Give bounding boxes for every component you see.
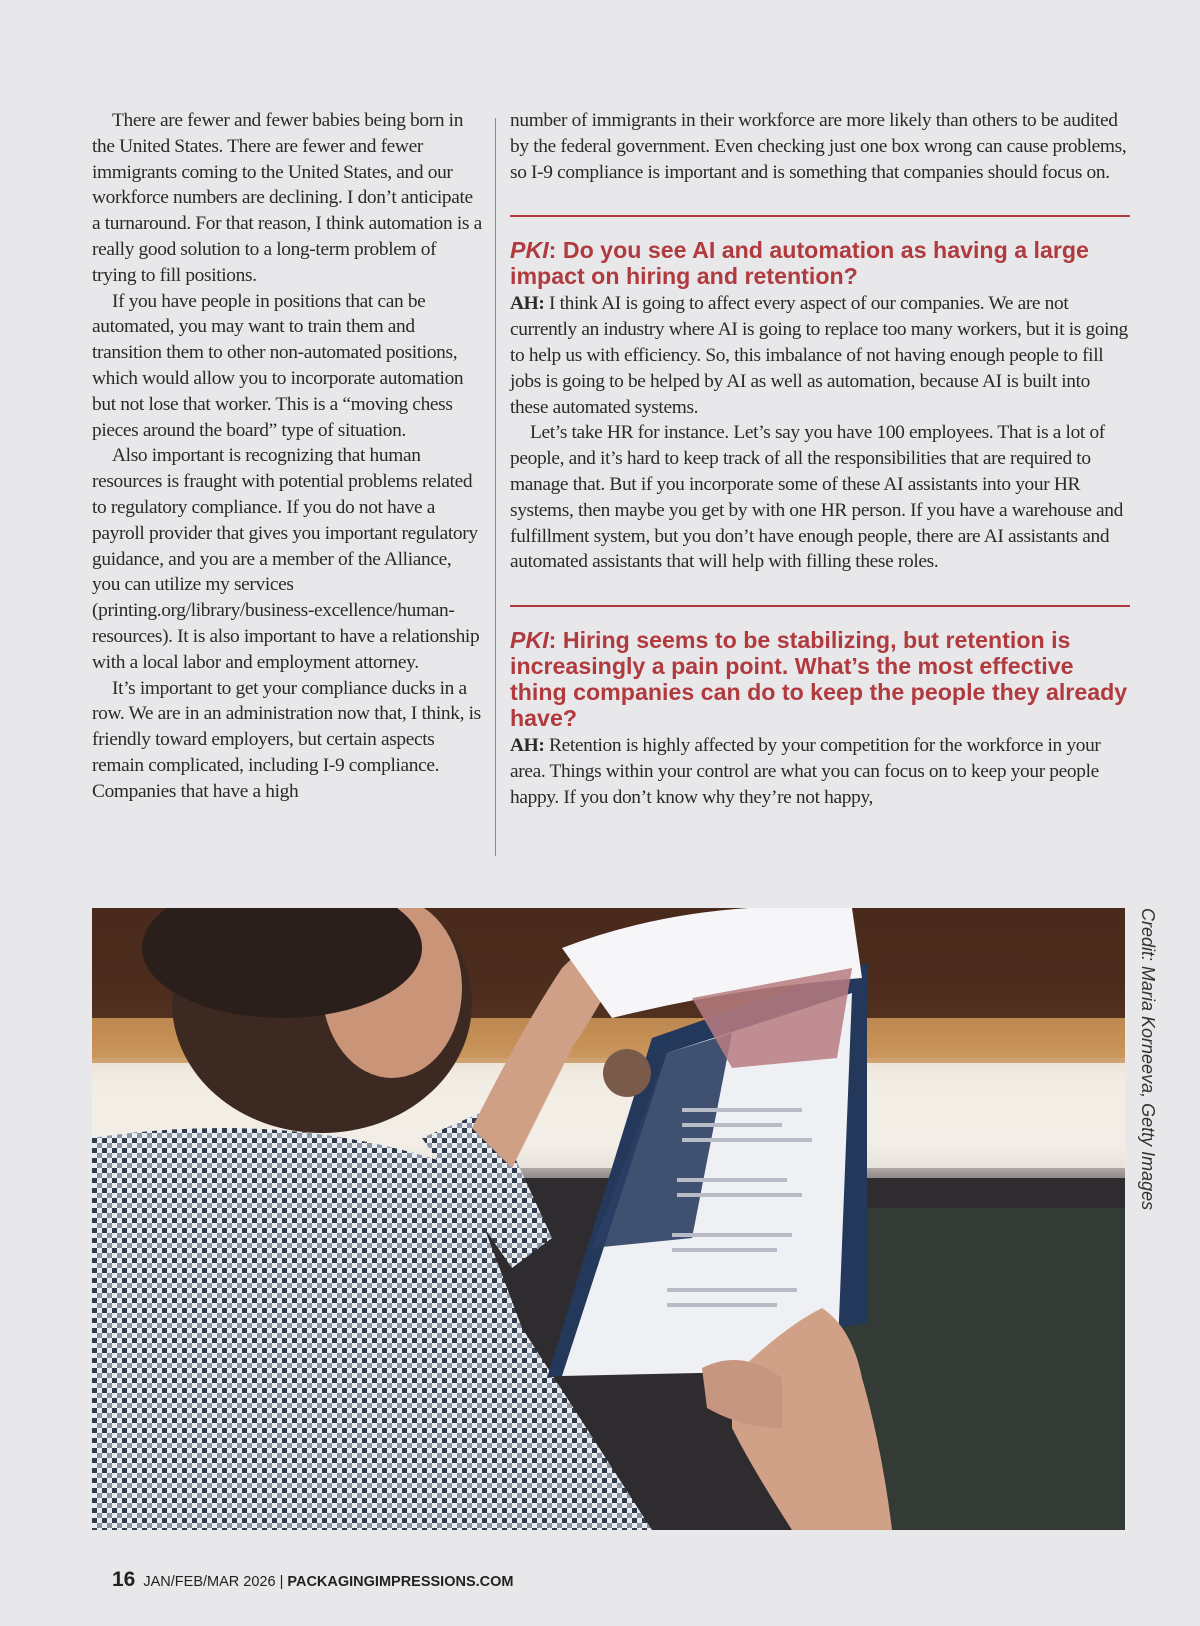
answer-paragraph xyxy=(510,291,1130,420)
publication-site: PACKAGINGIMPRESSIONS.COM xyxy=(287,1574,514,1590)
body-paragraph: If you have people in positions that can be automated, you may want to train them and transition them to other non-automated positions, which would allow you to incorporate automation but not lose that worker. This is a “moving chess pieces around the board” type of situation. xyxy=(92,290,464,441)
section-rule xyxy=(510,215,1130,217)
question-prefix: PKI xyxy=(510,237,549,264)
right-column xyxy=(510,108,1130,811)
body-paragraph: number of immigrants in their workforce are more likely than others to be audited by the federal government. Even checking just one box wrong can cause problems, so I-9 compliance is important and is something that companies should focus on. xyxy=(510,110,1127,183)
answer-text: Retention is highly affected by your competition for the workforce in your area. Things within your control are what you can focus on to keep your people happy. If you don’t know why they’re not happy, xyxy=(510,735,1101,808)
answer-speaker: AH: xyxy=(510,735,545,757)
answer-paragraph: Let’s take HR for instance. Let’s say you have 100 employees. That is a lot of people, and it’s hard to keep track of all the responsibilities that are required to manage that. But if you incorporate some of these AI assistants into your HR systems, then maybe you get by with one HR person. If you have a warehouse and fulfillment system, but you don’t have enough people, there are AI assistants and automated assistants that will help with filling these roles. xyxy=(510,422,1123,573)
left-column xyxy=(92,108,482,805)
interview-question xyxy=(510,237,1130,289)
body-paragraph: There are fewer and fewer babies being born in the United States. There are fewer and fewer immigrants coming to the United States, and our workforce numbers are declining. I don’t anticipate a turnaround. For that reason, I think automation is a really good solution to a long-term problem of trying to fill positions. xyxy=(92,110,482,286)
photo-illustration xyxy=(92,908,1125,1530)
question-text: : Do you see AI and automation as having a large impact on hiring and retention? xyxy=(510,237,1089,290)
issue-date: JAN/FEB/MAR 2026 | xyxy=(143,1574,284,1590)
question-prefix: PKI xyxy=(510,627,549,654)
page-number: 16 xyxy=(112,1568,136,1591)
section-rule xyxy=(510,605,1130,607)
answer-text: I think AI is going to affect every aspect of our companies. We are not currently an industry where AI is going to replace too many workers, but it is going to help us with efficiency. So, this imbalance of not having enough people to fill jobs is going to be helped by AI as well as automation, because AI is built into these automated systems. xyxy=(510,293,1128,418)
answer-paragraph xyxy=(510,733,1130,810)
article-photo xyxy=(92,908,1125,1530)
column-divider xyxy=(495,118,496,856)
photo-credit-text: Credit: Maria Korneeva, Getty Images xyxy=(1138,908,1158,1211)
body-paragraph: It’s important to get your compliance ducks in a row. We are in an administration now that, I think, is friendly toward employers, but certain aspects remain complicated, including I-9 compliance. Companies that have a high xyxy=(92,677,481,802)
photo-credit xyxy=(1130,908,1160,1388)
interview-question xyxy=(510,627,1130,731)
page-footer xyxy=(112,1568,513,1592)
question-text: : Hiring seems to be stabilizing, but retention is increasingly a pain point. What’s the most effective thing companies can do to keep the people they already have? xyxy=(510,627,1128,732)
answer-speaker: AH: xyxy=(510,293,545,315)
body-paragraph: Also important is recognizing that human resources is fraught with potential problems related to regulatory compliance. If you do not have a payroll provider that gives you important regulatory guidance, and you are a member of the Alliance, you can utilize my services (printing.org/library/business-excellence/human-resources). It is also important to have a relationship with a local labor and employment attorney. xyxy=(92,445,480,673)
